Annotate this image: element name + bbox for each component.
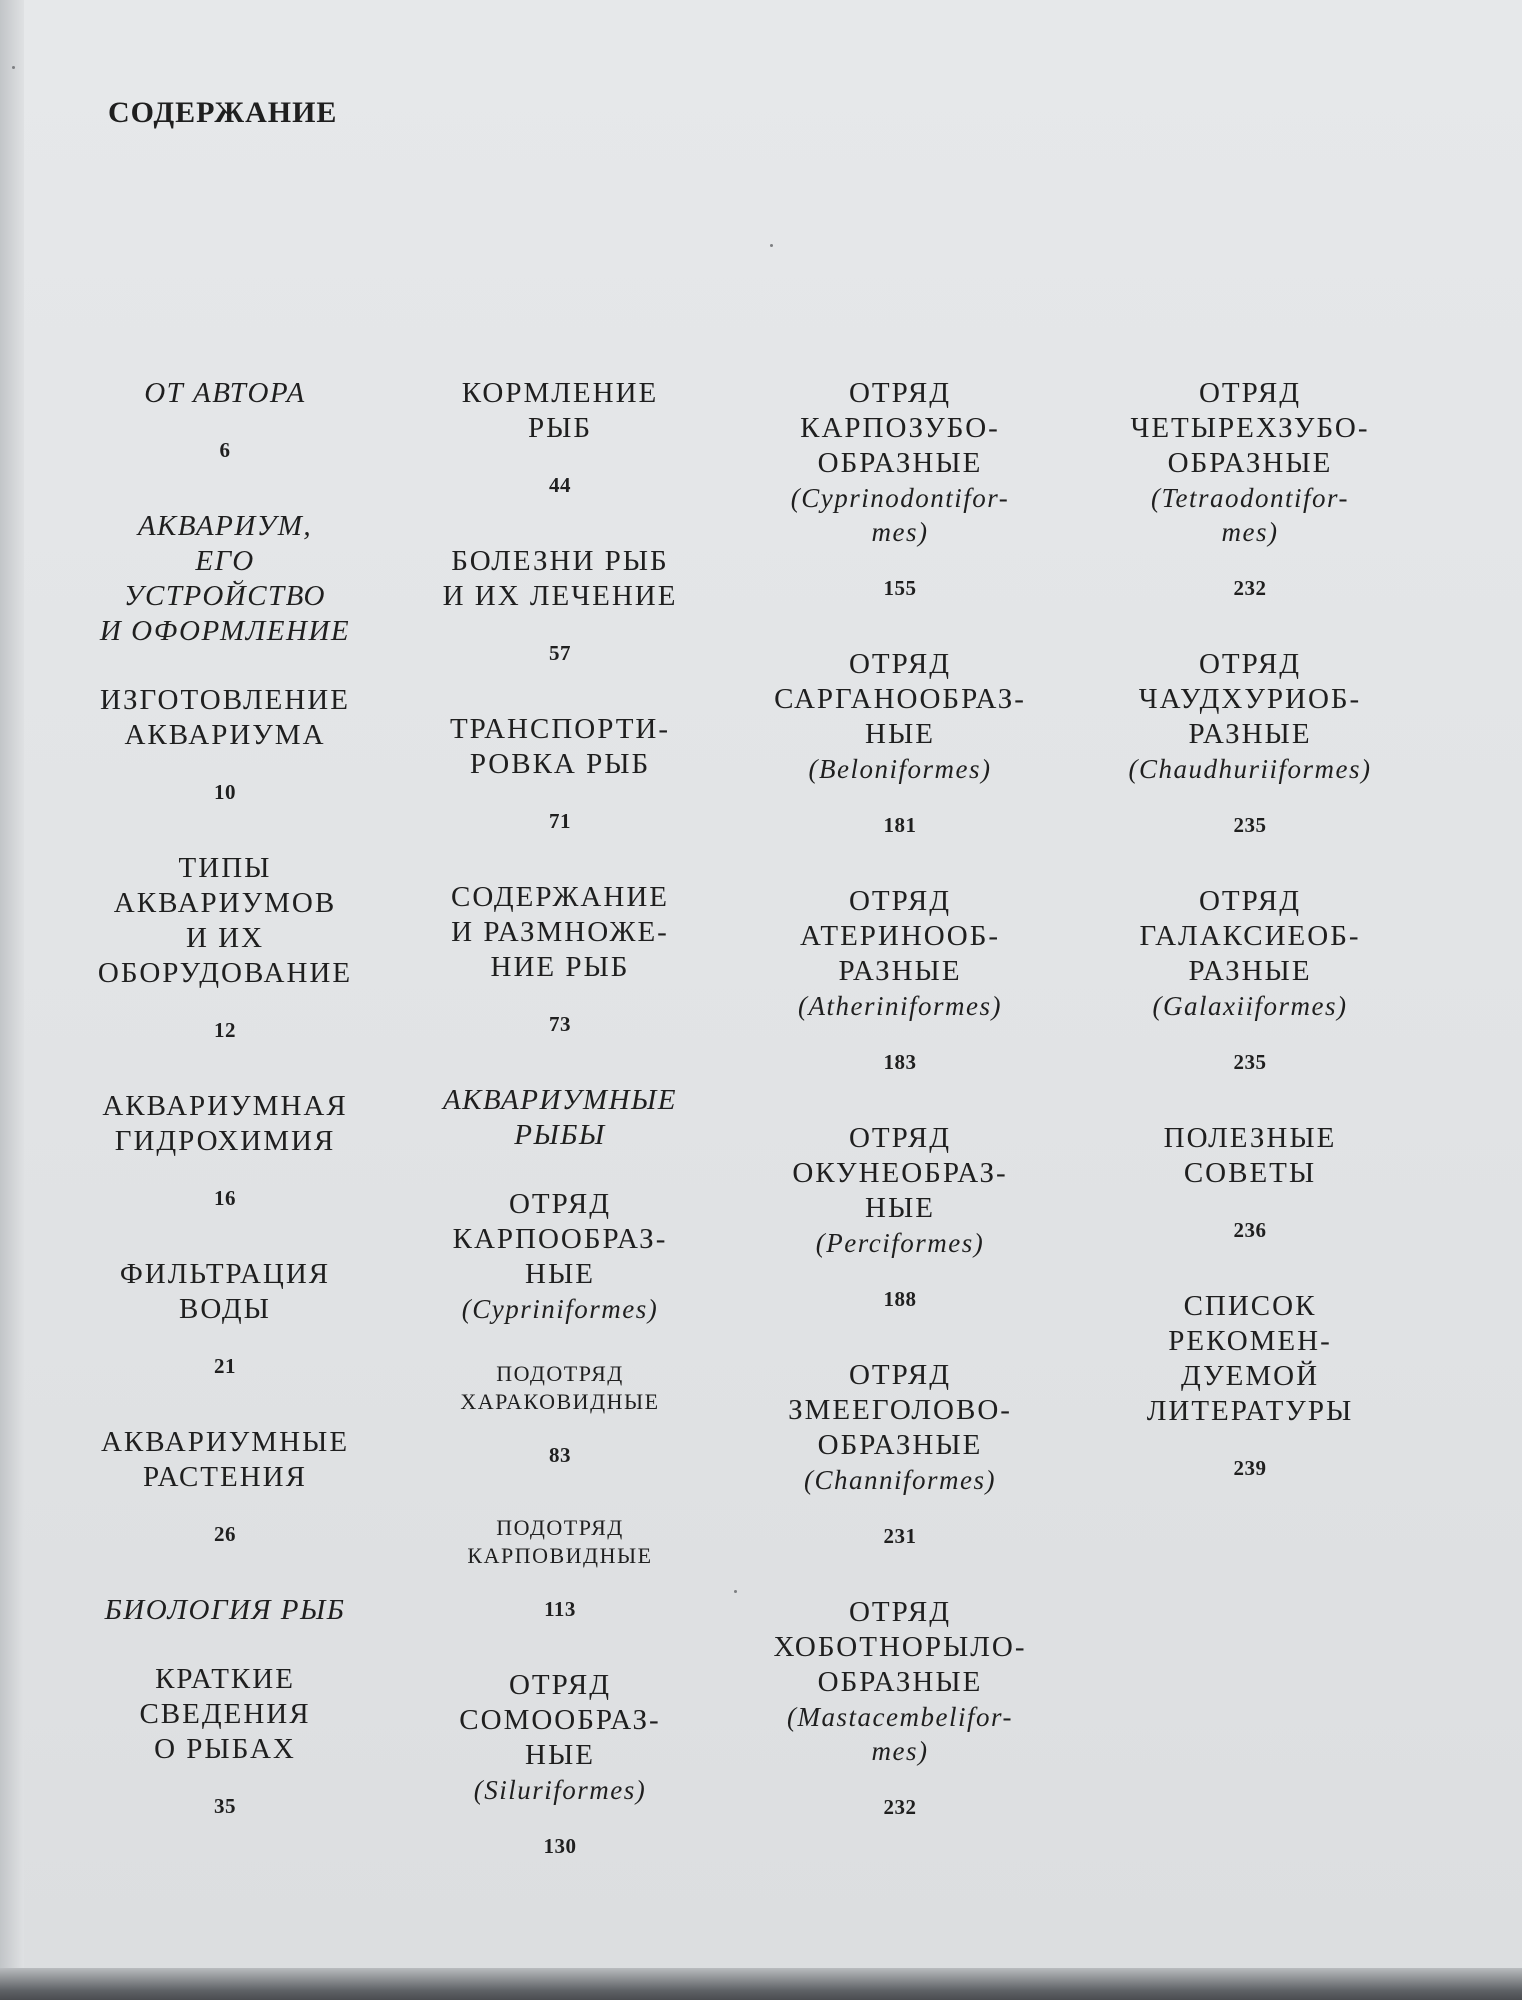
toc-entry — [740, 1121, 1060, 1312]
toc-entry-title-line: ЧАУДХУРИОБ- — [1138, 683, 1362, 715]
toc-page-number: 16 — [214, 1186, 236, 1210]
toc-entry-latin-name: mes) — [871, 1736, 929, 1766]
toc-entry — [70, 1089, 380, 1211]
toc-entry-title-line: АКВАРИУМОВ — [113, 887, 337, 919]
toc-entry-latin-name: mes) — [1221, 517, 1279, 547]
toc-entry — [400, 1668, 720, 1859]
toc-entry — [400, 376, 720, 498]
toc-entry-title-line: ОБРАЗНЫЕ — [1167, 447, 1333, 479]
toc-entry-latin-name: (Chaudhuriiformes) — [1128, 754, 1372, 784]
toc-entry-latin-name: (Atheriniformes) — [798, 991, 1002, 1021]
toc-entry-title-line: ОКУНЕОБРАЗ- — [792, 1157, 1008, 1189]
toc-entry-title-line: ГИДРОХИМИЯ — [114, 1125, 336, 1157]
toc-entry-title-line: РЫБ — [527, 412, 593, 444]
toc-entry-title-line: НИЕ РЫБ — [490, 951, 630, 983]
toc-page-number: 188 — [883, 1287, 917, 1311]
toc-page-number: 73 — [549, 1012, 571, 1036]
toc-entry-title-line: ПОЛЕЗНЫЕ — [1163, 1122, 1337, 1154]
toc-page-number: 113 — [544, 1597, 576, 1621]
toc-entry — [70, 851, 380, 1043]
toc-entry-title-line: ОТРЯД — [1198, 648, 1302, 680]
toc-entry — [70, 376, 380, 463]
toc-entry — [1085, 647, 1415, 838]
toc-page-number: 10 — [214, 780, 236, 804]
toc-entry — [740, 647, 1060, 838]
toc-entry — [740, 376, 1060, 601]
toc-entry-title-line: ОБРАЗНЫЕ — [817, 447, 983, 479]
toc-entry-title-line: НЫЕ — [865, 1192, 935, 1224]
toc-page-number: 155 — [883, 576, 917, 600]
toc-entry-title-line: УСТРОЙСТВО — [124, 580, 326, 612]
toc-entry-title-line: ОБОРУДОВАНИЕ — [97, 957, 353, 989]
toc-entry-title-line: НЫЕ — [525, 1739, 595, 1771]
print-speck — [12, 66, 15, 69]
toc-page-number: 239 — [1233, 1456, 1267, 1480]
toc-entry-title-line: ЕГО — [195, 545, 255, 577]
toc-page-number: 6 — [219, 438, 231, 462]
toc-entry — [70, 1425, 380, 1547]
toc-entry-title-line: ОТРЯД — [848, 648, 952, 680]
toc-column-4 — [1085, 376, 1415, 1527]
toc-page-number: 35 — [214, 1794, 236, 1818]
toc-entry-title-line: О РЫБАХ — [154, 1733, 296, 1765]
toc-entry — [1085, 1121, 1415, 1243]
toc-entry-title-line: РОВКА РЫБ — [469, 748, 651, 780]
toc-entry-title-line: ДУЕМОЙ — [1180, 1360, 1320, 1392]
toc-page-number: 26 — [214, 1522, 236, 1546]
toc-entry-title-line: РАЗНЫЕ — [1188, 718, 1312, 750]
toc-entry-title-line: БОЛЕЗНИ РЫБ — [451, 545, 669, 577]
toc-entry-title-line: ОТРЯД — [508, 1188, 612, 1220]
toc-entry-title-line: И РАЗМНОЖЕ- — [451, 916, 669, 948]
toc-entry-latin-name: mes) — [871, 517, 929, 547]
toc-entry-title-line: ГАЛАКСИЕОБ- — [1139, 920, 1361, 952]
toc-page-number: 71 — [549, 809, 571, 833]
toc-entry — [1085, 376, 1415, 601]
toc-entry — [70, 1662, 380, 1819]
toc-entry-title-line: ОТРЯД — [1198, 377, 1302, 409]
toc-entry-title-line: РЕКОМЕН- — [1168, 1325, 1332, 1357]
toc-page-number: 21 — [214, 1354, 236, 1378]
toc-entry-title-line: ОТРЯД — [848, 1596, 952, 1628]
toc-entry — [1085, 1289, 1415, 1481]
toc-entry — [400, 1187, 720, 1326]
toc-entry-title-line: АКВАРИУМНАЯ — [102, 1090, 348, 1122]
toc-entry-title-line: ЗМЕЕГОЛОВО- — [788, 1394, 1012, 1426]
toc-entry — [740, 1358, 1060, 1549]
toc-entry-title-line: ОТРЯД — [1198, 885, 1302, 917]
toc-entry-title-line: НЫЕ — [525, 1258, 595, 1290]
toc-entry-title-line: ОТРЯД — [848, 1122, 952, 1154]
toc-page-number: 181 — [883, 813, 917, 837]
toc-entry — [400, 712, 720, 834]
toc-entry-title-line: СОВЕТЫ — [1183, 1157, 1317, 1189]
toc-entry-title-line: ОБРАЗНЫЕ — [817, 1666, 983, 1698]
toc-entry-title-line: ФИЛЬТРАЦИЯ — [119, 1258, 331, 1290]
toc-entry — [70, 509, 380, 649]
desk-surface — [0, 1968, 1522, 2000]
toc-entry — [70, 1257, 380, 1379]
toc-entry-title-line: РАСТЕНИЯ — [143, 1461, 307, 1493]
toc-entry-title-line: ПОДОТРЯД — [496, 1515, 624, 1540]
toc-entry-title-line: АКВАРИУМНЫЕ — [100, 1426, 350, 1458]
toc-entry-title-line: СВЕДЕНИЯ — [139, 1698, 311, 1730]
toc-entry-latin-name: (Galaxiiformes) — [1152, 991, 1348, 1021]
toc-page-number: 232 — [1233, 576, 1267, 600]
toc-entry — [70, 683, 380, 805]
print-speck — [734, 1590, 737, 1593]
toc-page-number: 231 — [883, 1524, 917, 1548]
toc-column-3 — [740, 376, 1060, 1866]
toc-page-number: 235 — [1233, 813, 1267, 837]
print-speck — [770, 244, 773, 247]
toc-entry-title-line: ОТРЯД — [848, 1359, 952, 1391]
toc-entry-latin-name: (Mastacembelifor- — [787, 1702, 1013, 1732]
toc-entry-title-line: ОТРЯД — [508, 1669, 612, 1701]
toc-entry-title-line: СОДЕРЖАНИЕ — [451, 881, 669, 913]
toc-column-2 — [400, 376, 720, 1905]
toc-entry-title-line: ЧЕТЫРЕХЗУБО- — [1130, 412, 1370, 444]
toc-entry — [740, 1595, 1060, 1820]
toc-entry-title-line: ОТРЯД — [848, 885, 952, 917]
toc-column-1 — [70, 376, 380, 1865]
toc-entry-title-line: КАРПОВИДНЫЕ — [467, 1543, 653, 1568]
toc-entry — [400, 1514, 720, 1622]
toc-entry-title-line: ТРАНСПОРТИ- — [449, 713, 671, 745]
toc-entry — [400, 1083, 720, 1153]
toc-entry-title-line: АКВАРИУМ, — [137, 510, 313, 542]
toc-entry-latin-name: (Tetraodontifor- — [1151, 483, 1349, 513]
toc-entry-title-line: СПИСОК — [1183, 1290, 1317, 1322]
toc-entry-title-line: ВОДЫ — [179, 1293, 271, 1325]
toc-entry-title-line: КАРПОЗУБО- — [800, 412, 1000, 444]
toc-entry-latin-name: (Siluriformes) — [473, 1775, 647, 1805]
toc-page-number: 130 — [543, 1834, 577, 1858]
toc-entry — [400, 1360, 720, 1468]
toc-entry-title-line: АКВАРИУМНЫЕ — [442, 1084, 678, 1116]
contents-heading: СОДЕРЖАНИЕ — [108, 96, 338, 129]
toc-entry — [740, 884, 1060, 1075]
toc-entry-title-line: ПОДОТРЯД — [496, 1361, 624, 1386]
toc-entry — [400, 880, 720, 1037]
toc-entry-title-line: ТИПЫ — [178, 852, 272, 884]
toc-entry — [1085, 884, 1415, 1075]
toc-page-number: 235 — [1233, 1050, 1267, 1074]
toc-entry-title-line: И ОФОРМЛЕНИЕ — [99, 615, 351, 647]
toc-entry-title-line: КАРПООБРАЗ- — [452, 1223, 668, 1255]
toc-entry-title-line: САРГАНООБРАЗ- — [774, 683, 1026, 715]
toc-page-number: 57 — [549, 641, 571, 665]
toc-entry-title-line: ЛИТЕРАТУРЫ — [1146, 1395, 1354, 1427]
toc-entry — [70, 1593, 380, 1628]
toc-entry-latin-name: (Perciformes) — [815, 1228, 985, 1258]
toc-entry-title-line: КОРМЛЕНИЕ — [461, 377, 659, 409]
toc-entry-title-line: ОТРЯД — [848, 377, 952, 409]
toc-entry-title-line: ОТ АВТОРА — [144, 377, 306, 409]
toc-entry-title-line: РАЗНЫЕ — [838, 955, 962, 987]
toc-entry-title-line: ХАРАКОВИДНЫЕ — [460, 1389, 660, 1414]
page-left-shadow — [0, 0, 24, 1968]
toc-page-number: 232 — [883, 1795, 917, 1819]
toc-entry-latin-name: (Cypriniformes) — [461, 1294, 659, 1324]
toc-page-number: 236 — [1233, 1218, 1267, 1242]
toc-entry-latin-name: (Beloniformes) — [808, 754, 992, 784]
toc-entry-title-line: ИЗГОТОВЛЕНИЕ — [100, 684, 350, 716]
toc-entry-latin-name: (Channiformes) — [804, 1465, 996, 1495]
toc-entry-title-line: АТЕРИНООБ- — [799, 920, 1001, 952]
toc-entry-latin-name: (Cyprinodontifor- — [790, 483, 1010, 513]
toc-entry-title-line: И ИХ — [185, 922, 265, 954]
toc-entry — [400, 544, 720, 666]
toc-page-number: 12 — [214, 1018, 236, 1042]
toc-entry-title-line: НЫЕ — [865, 718, 935, 750]
toc-page-number: 44 — [549, 473, 571, 497]
toc-entry-title-line: БИОЛОГИЯ РЫБ — [104, 1594, 346, 1626]
toc-entry-title-line: КРАТКИЕ — [155, 1663, 295, 1695]
toc-entry-title-line: И ИХ ЛЕЧЕНИЕ — [442, 580, 678, 612]
toc-entry-title-line: РАЗНЫЕ — [1188, 955, 1312, 987]
toc-entry-title-line: ХОБОТНОРЫЛО- — [773, 1631, 1027, 1663]
toc-page-number: 183 — [883, 1050, 917, 1074]
toc-entry-title-line: ОБРАЗНЫЕ — [817, 1429, 983, 1461]
toc-entry-title-line: РЫБЫ — [514, 1119, 606, 1151]
toc-page-number: 83 — [549, 1443, 571, 1467]
toc-entry-title-line: СОМООБРАЗ- — [459, 1704, 661, 1736]
toc-entry-title-line: АКВАРИУМА — [124, 719, 326, 751]
